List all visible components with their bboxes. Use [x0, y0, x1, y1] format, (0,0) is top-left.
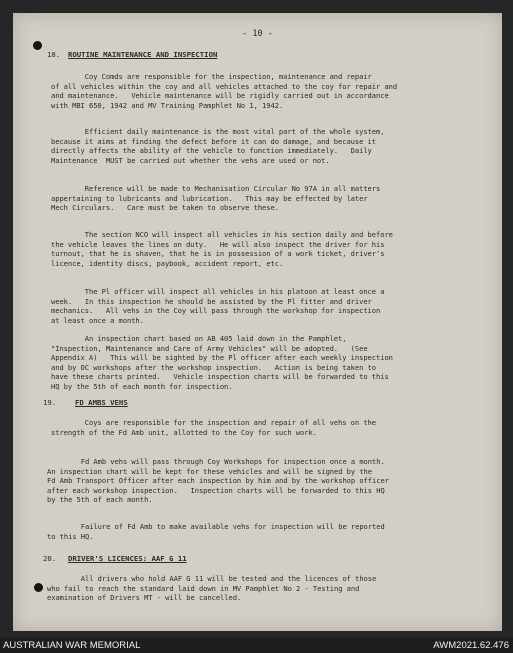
section-18-paragraph-2: Efficient daily maintenance is the most vital part of the whole system, because it aims at finding the defect before it can do damage, and because it directly affects the ability of the vehicle to function immediately. Daily Maintenance MUST be carried out whether the vehs are used or not. [51, 127, 385, 165]
section-20-heading: DRIVER'S LICENCES: AAF G 11 [68, 554, 187, 563]
section-18-paragraph-3: Reference will be made to Mechanisation Circular No 97A in all matters appertaining to lubricants and lubrication. This may be effected by later Mech Circulars. Care must be taken to observe these. [51, 184, 381, 213]
section-18-paragraph-6: An inspection chart based on AB 405 laid down in the Pamphlet, "Inspection, Maintenance and Care of Army Vehicles" will be adopted. (See Appendix A) This will be sighted by the Pl officer after each weekly inspection and by OC workshops after the workshop inspection. Action is being taken to have these charts printed. Vehicle inspection charts will be forwarded to this HQ by the 5th of each month for inspection. [51, 334, 393, 391]
section-19-heading: FD AMBS VEHS [75, 398, 128, 407]
section-18-paragraph-1: Coy Comds are responsible for the inspection, maintenance and repair of all vehicles within the coy and all vehicles attached to the coy for repair and and maintenance. Vehicle maintenance will be rigidly carried out in accordance with MBI 650, 1942 and MV Training Pamphlet No 1, 1942. [51, 72, 398, 110]
section-18-number: 18. [47, 50, 61, 59]
punch-hole [34, 583, 43, 592]
footer-accession-number: AWM2021.62.476 [433, 640, 509, 651]
punch-hole [33, 41, 42, 50]
section-19-paragraph-2: Fd Amb vehs will pass through Coy Workshops for inspection once a month. An inspection chart will be kept for these vehicles and will be signed by the Fd Amb Transport Officer after each inspection by him and by the workshop officer after each workshop inspection. Inspection charts will be forwarded to this HQ by the 5th of each month. [47, 457, 389, 505]
section-18-paragraph-4: The section NCO will inspect all vehicles in his section daily and before the vehicle leaves the lines on duty. He will also inspect the driver for his turnout, that he is shaven, that he is in possession of a work ticket, driver's licence, identity discs, paybook, accident report, etc. [51, 230, 393, 268]
archive-footer [0, 637, 513, 653]
section-20-number: 20. [43, 554, 57, 563]
section-19-paragraph-1: Coys are responsible for the inspection and repair of all vehs on the strength of the Fd Amb unit, allotted to the Coy for such work. [51, 418, 377, 437]
page-number: - 10 - [242, 29, 273, 39]
document-page [13, 13, 502, 631]
section-20-paragraph-1: All drivers who hold AAF G 11 will be tested and the licences of those who fail to reach the standard laid down in MV Pamphlet No 2 - Testing and examination of Drivers MT - will be cancelled. [47, 574, 377, 603]
footer-institution: AUSTRALIAN WAR MEMORIAL [3, 640, 141, 651]
section-18-heading: ROUTINE MAINTENANCE AND INSPECTION [68, 50, 218, 59]
section-18-paragraph-5: The Pl officer will inspect all vehicles in his platoon at least once a week. In this inspection he should be assisted by the Pl fitter and driver mechanics. All vehs in the Coy will pass through the workshop for inspection at least once a month. [51, 287, 385, 325]
section-19-number: 19. [43, 398, 57, 407]
section-19-paragraph-3: Failure of Fd Amb to make available vehs for inspection will be reported to this HQ. [47, 522, 385, 541]
